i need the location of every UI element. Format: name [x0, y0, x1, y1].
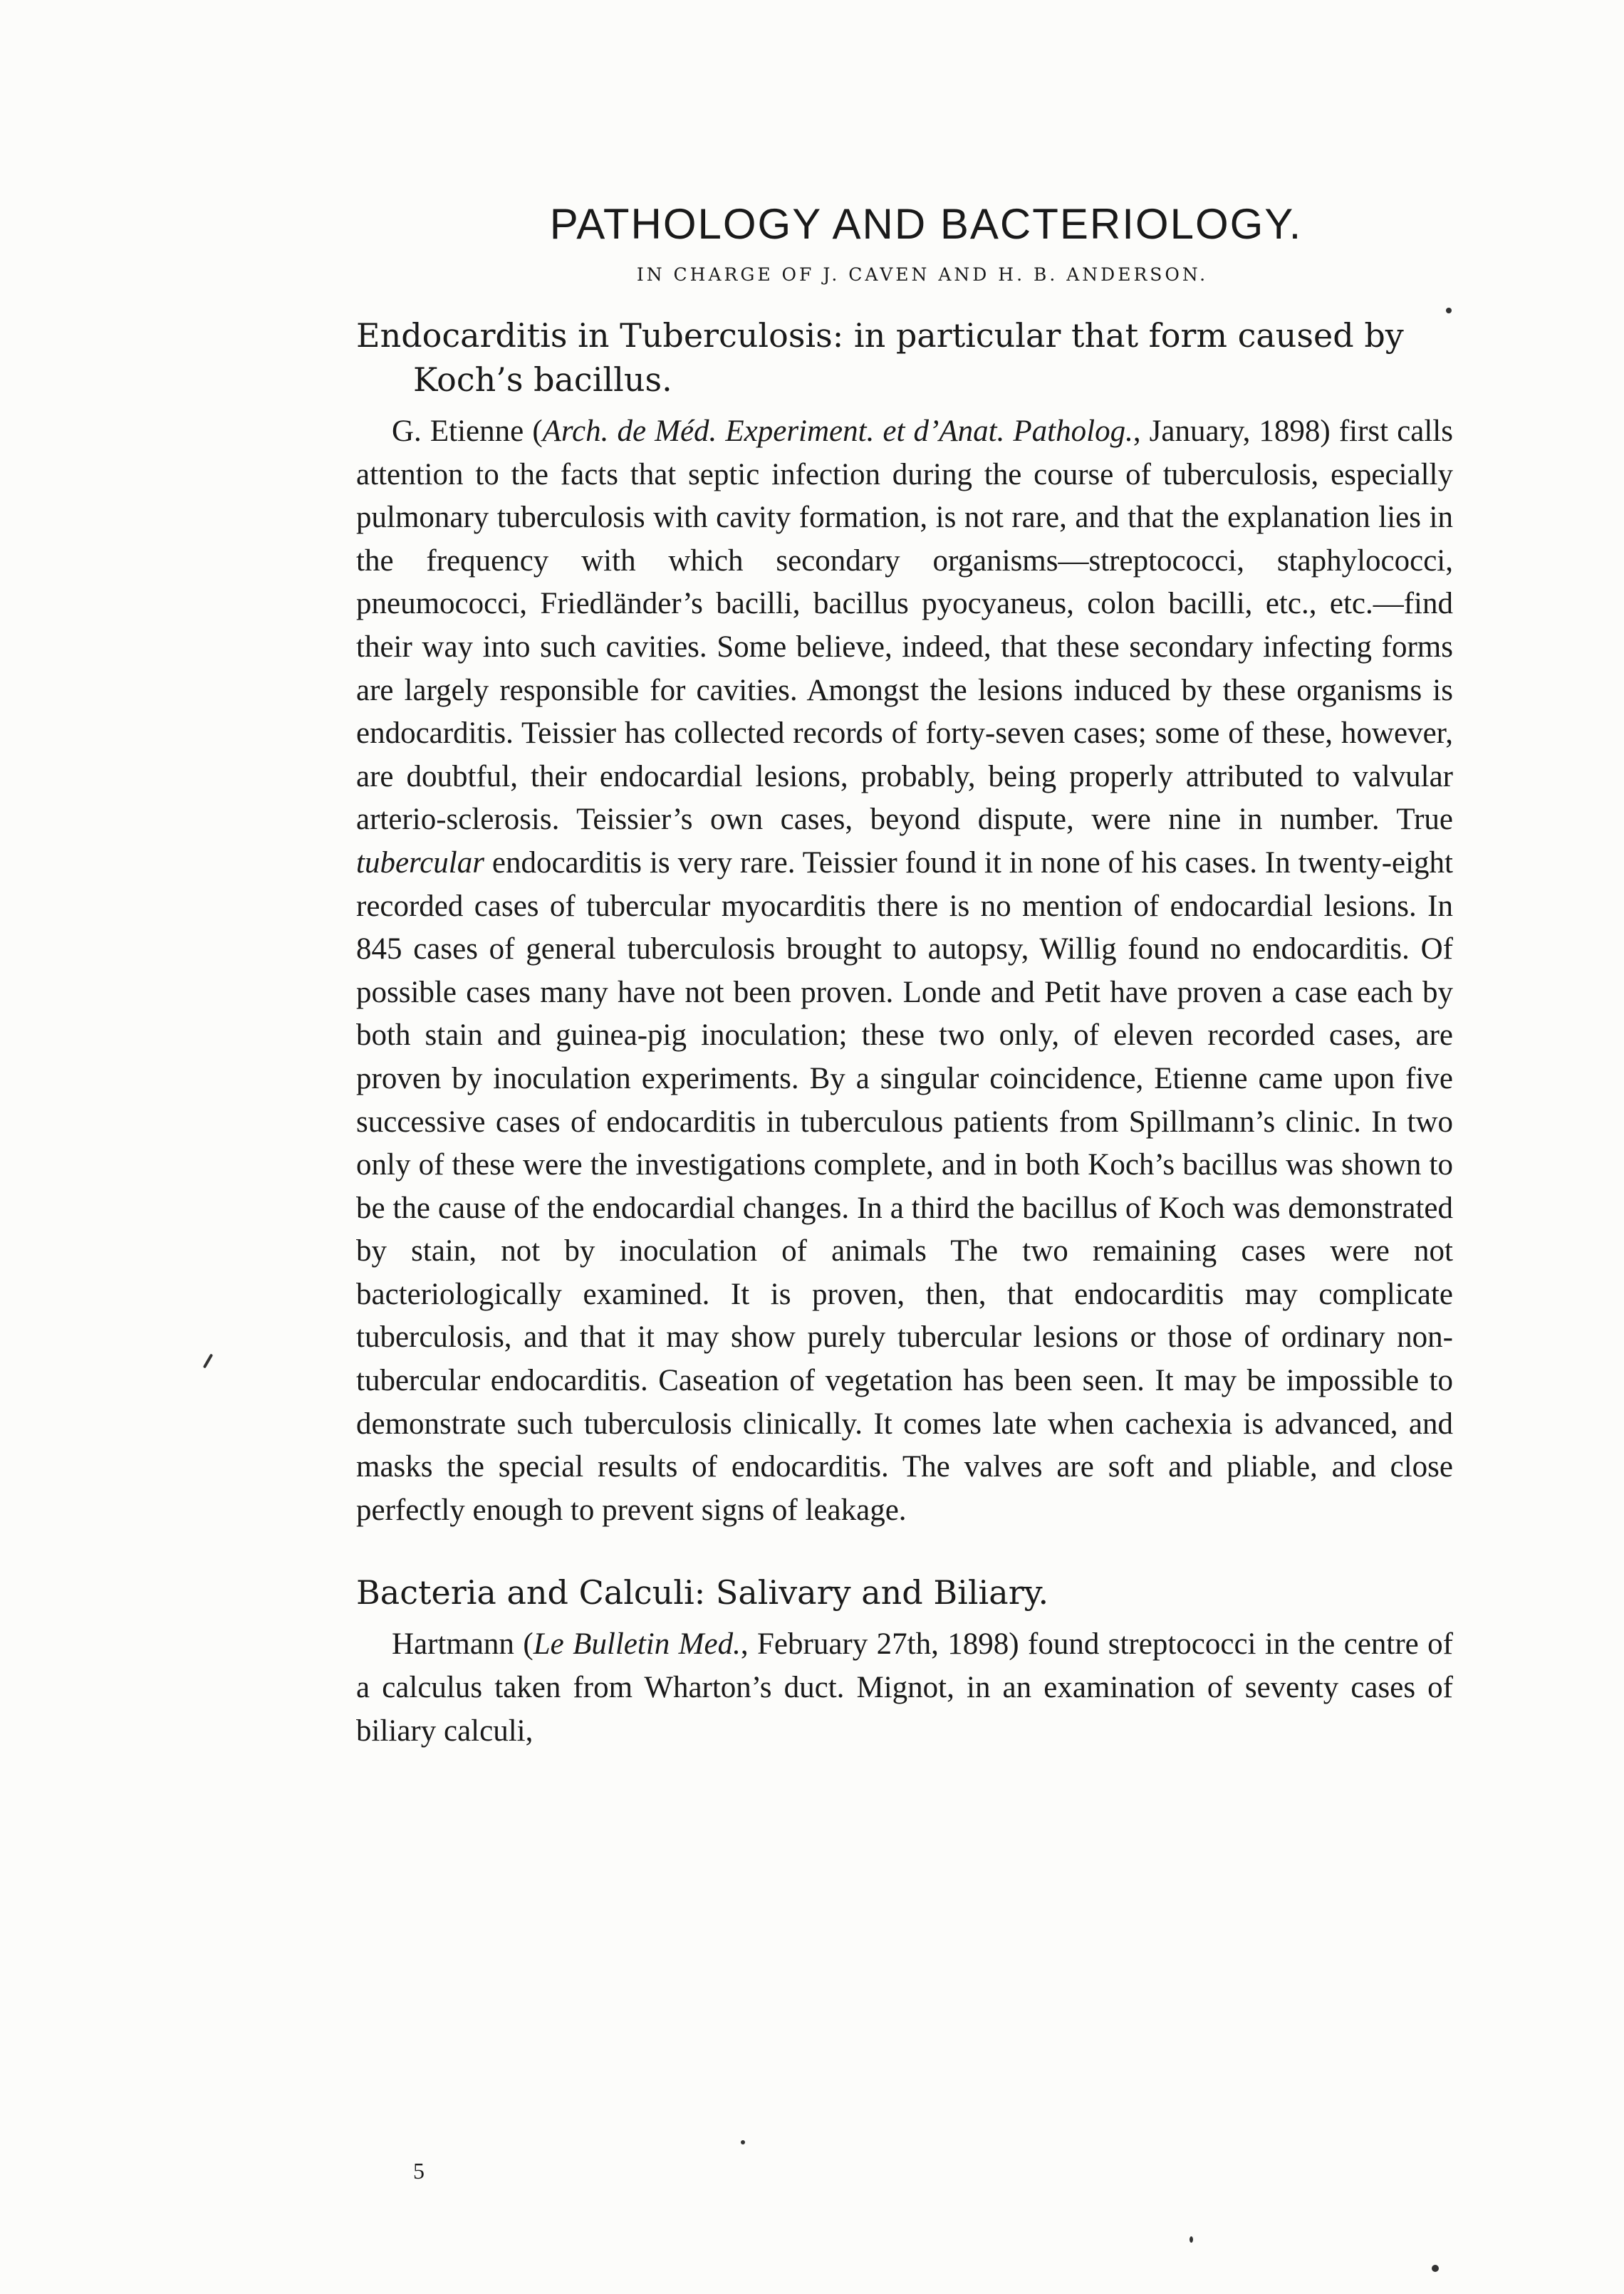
article-author: G. Etienne — [392, 415, 524, 448]
scan-speck — [1432, 2265, 1439, 2272]
section-subtitle: IN CHARGE OF J. CAVEN AND H. B. ANDERSON. — [636, 264, 1209, 285]
article-body-endocarditis: G. Etienne (Arch. de Méd. Experiment. et d’Anat. Patholog., January, 1898) first calls attention to the facts that septic infection during the course of tuberculosis, especially pulmonary tuberculosis with cavity formation, is not rare, and that the explanation lies in the frequency with which secondary organisms—streptococci, staphylococci, pneumococci, Friedländer’s bacilli, bacillus pyocyaneus, colon bacilli, etc., etc.—find their way into such cavities. Some believe, indeed, that these secondary infecting forms are largely responsible for cavities. Amongst the lesions induced by these organisms is endocarditis. Teissier has collected records of forty-seven cases; some of these, however, are doubtful, their endocardial lesions, probably, being properly attributed to valvular arterio-sclerosis. Teissier’s own cases, beyond dispute, were nine in number. True tubercular endocarditis is very rare. Teissier found it in none of his cases. In twenty-eight recorded cases of tubercular myocarditis there is no mention of endocardial lesions. In 845 cases of general tuberculosis brought to autopsy, Willig found no endocarditis. Of possible cases many have not been proven. Londe and Petit have proven a case each by both stain and guinea-pig inoculation; these two only, of eleven recorded cases, are proven by inoculation experiments. By a singular coincidence, Etienne came upon five successive cases of endocarditis in tuberculous patients from Spillmann’s clinic. In two only of these were the investigations complete, and in both Koch’s bacillus was shown to be the cause of the endocardial changes. In a third the bacillus of Koch was demonstrated by stain, not by inoculation of animals The two remaining cases were not bacteriologically examined. It is proven, then, that endocarditis may complicate tuberculosis, and that it may show purely tubercular lesions or those of ordinary non-tubercular endocarditis. Caseation of vegetation has been seen. It may be impossible to demonstrate such tuberculosis clinically. It comes late when cachexia is advanced, and masks the special results of endocarditis. The valves are soft and pliable, and close perfectly enough to prevent signs of leakage. — [356, 415, 1453, 1527]
article-citation: Arch. de Méd. Experiment. et d’Anat. Patholog. — [542, 415, 1133, 448]
article-text: , January, 1898) first calls attention to the facts that septic infection during the course of tuberculosis, especially pulmonary tuberculosis with cavity formation, is not rare, and that the explanation lies in the frequency with which secondary organisms—streptococci, staphylococci, pneumococci, Friedländer’s bacilli, bacillus pyocyaneus, colon bacilli, etc., etc.—find their way into such cavities. Some believe, indeed, that these secondary infecting forms are largely responsible for cavities. Amongst the lesions induced by these organisms is endocarditis. Teissier has collected records of forty-seven cases; some of these, however, are doubtful, their endocardial lesions, probably, being properly attributed to valvular arterio-sclerosis. Teissier’s own cases, beyond dispute, were nine in number. True — [356, 415, 1453, 837]
scan-speck — [741, 2140, 745, 2144]
article-emphasis: tubercular — [356, 845, 484, 880]
page-number: 5 — [413, 2158, 425, 2184]
section-title: PATHOLOGY AND BACTERIOLOGY. — [549, 200, 1303, 248]
article-citation: Le Bulletin Med. — [533, 1627, 741, 1662]
article-text: , February 27th, 1898) found streptococci in the centre of a calculus taken from Wharton’s duct. Mignot, in an examination of seventy cases of biliary calculi, — [356, 1627, 1453, 1748]
article-body-bacteria-calculi: Hartmann (Le Bulletin Med., February 27th, 1898) found streptococci in the centre of a calculus taken from Wharton’s duct. Mignot, in an examination of seventy cases of biliary calculi, — [356, 1627, 1453, 1748]
page-content — [356, 199, 1453, 1753]
article-title-endocarditis: Endocarditis in Tuberculosis: in particular that form caused by Koch’s bacillus. — [356, 316, 1404, 399]
article-text-continued: endocarditis is very rare. Teissier found it in none of his cases. In twenty-eight recorded cases of tubercular myocarditis there is no mention of endocardial lesions. In 845 cases of general tuberculosis brought to autopsy, Willig found no endocarditis. Of possible cases many have not been proven. Londe and Petit have proven a case each by both stain and guinea-pig inoculation; these two only, of eleven recorded cases, are proven by inoculation experiments. By a singular coincidence, Etienne came upon five successive cases of endocarditis in tuberculous patients from Spillmann’s clinic. In two only of these were the investigations complete, and in both Koch’s bacillus was shown to be the cause of the endocardial changes. In a third the bacillus of Koch was demonstrated by stain, not by inoculation of animals The two remaining cases were not bacteriologically examined. It is proven, then, that endocarditis may complicate tuberculosis, and that it may show purely tubercular lesions or those of ordinary non-tubercular endocarditis. Caseation of vegetation has been seen. It may be impossible to demonstrate such tuberculosis clinically. It comes late when cachexia is advanced, and masks the special results of endocarditis. The valves are soft and pliable, and close perfectly enough to prevent signs of leakage. — [356, 845, 1453, 1527]
scan-speck — [1190, 2236, 1193, 2243]
scan-speck — [1446, 308, 1452, 313]
article-title-bacteria-calculi: Bacteria and Calculi: Salivary and Biliary. — [356, 1573, 1049, 1612]
article-author: Hartmann — [392, 1627, 514, 1662]
scan-speck — [203, 1353, 213, 1368]
